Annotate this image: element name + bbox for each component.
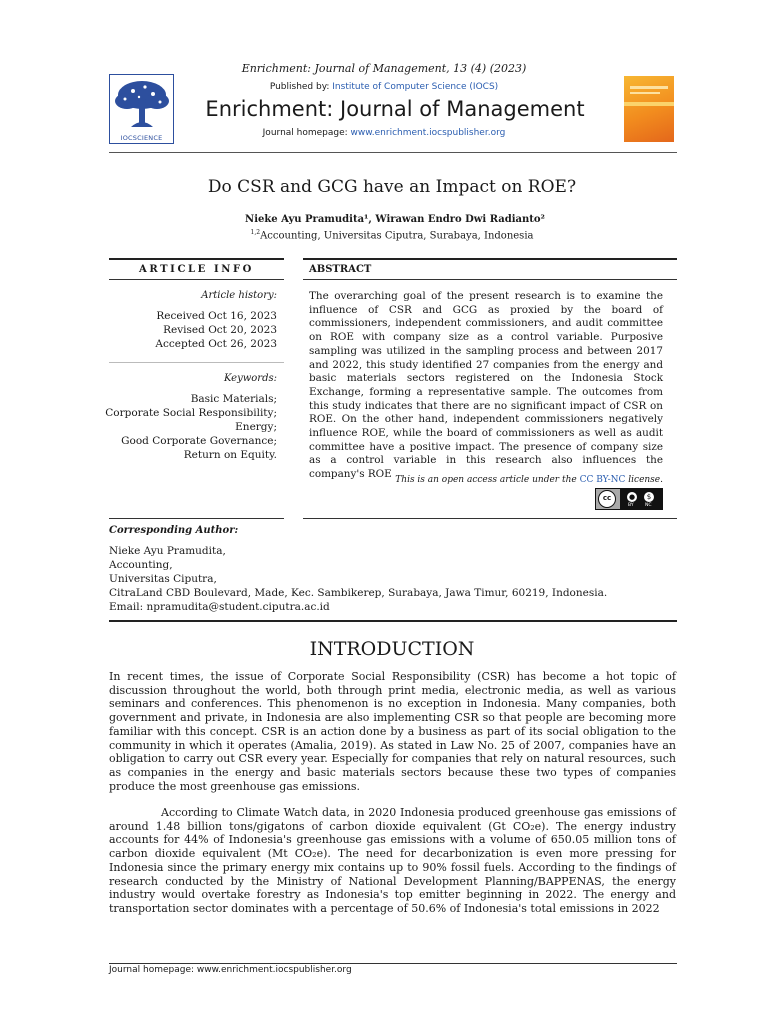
paper-title: Do CSR and GCG have an Impact on ROE? xyxy=(207,177,577,197)
abstract-text: The overarching goal of the present research is to examine the influence of CSR and GCG as proxied by the board of commissioners, independent commissioners, and audit committee on ROE with company size as a control variable. Purposive sampling was utilized in the sampling process and between 2017 and 2022, this study identified 27 companies from the energy and basic materials sectors registered on the Indonesia Stock Exchange, forming a representative sample. The outcomes from this study indicates that there are no significant impact of CSR on ROE. On the other hand, independent commissioners negatively influence ROE, while the board of commissioners as well as audit committee have a positive impact. The presence of company size as a control variable in this research also influences the company's ROE xyxy=(309,290,663,481)
published-by xyxy=(0,82,768,92)
corresponding-address: CitraLand CBD Boulevard, Made, Kec. Sambikerep, Surabaya, Jawa Timur, 60219, Indonesia. xyxy=(109,587,608,599)
corresponding-department: Accounting, xyxy=(109,559,173,571)
introduction-paragraph-1: In recent times, the issue of Corporate Social Responsibility (CSR) has become a hot topic of discussion throughout the world, both through print media, electronic media, as well as various seminars and conferences. This phenomenon is no exception in Indonesia. Many companies, both government and private, in Indonesia are also implementing CSR so that people are becoming more familiar with this concept. CSR is an action done by a business as part of its social obligation to the community in which it operates (Amalia, 2019). As stated in Law No. 25 of 2007, companies have an obligation to carry out CSR every year. Especially for companies that rely on natural resources, such as companies in the energy and basic materials sectors because these two types of companies produce the most greenhouse gas emissions. xyxy=(109,670,676,793)
history-revised: Revised Oct 20, 2023 xyxy=(163,324,277,336)
info-bottom-rule xyxy=(109,518,284,519)
affiliation-superscript: 1,2 xyxy=(250,229,261,236)
logo-caption: IOCSCIENCE xyxy=(120,134,163,142)
info-heading-rule xyxy=(109,279,284,280)
journal-citation: Enrichment: Journal of Management, 13 (4) (2023) xyxy=(241,62,527,75)
article-info-heading: ARTICLE INFO xyxy=(139,264,254,275)
info-top-rule xyxy=(109,258,284,260)
cc-nc-label: NC xyxy=(645,503,652,508)
corresponding-name: Nieke Ayu Pramudita, xyxy=(109,545,226,557)
corresponding-email[interactable]: Email: npramudita@student.ciputra.ac.id xyxy=(109,601,330,613)
introduction-heading: INTRODUCTION xyxy=(309,638,475,660)
license-link[interactable]: CC BY-NC xyxy=(579,475,626,485)
corresponding-author-label: Corresponding Author: xyxy=(109,525,239,536)
published-by-label: Published by: xyxy=(269,82,333,92)
affiliation xyxy=(0,229,768,241)
license-suffix: license. xyxy=(625,475,663,485)
corresponding-bottom-rule xyxy=(109,620,677,622)
abstract-bottom-rule xyxy=(303,518,677,519)
corresponding-university: Universitas Ciputra, xyxy=(109,573,217,585)
abstract-heading-rule xyxy=(303,279,677,280)
history-accepted: Accepted Oct 26, 2023 xyxy=(155,338,277,350)
keyword-item: Good Corporate Governance; xyxy=(121,435,277,447)
history-divider xyxy=(109,362,284,363)
attribution-icon: ● xyxy=(626,491,638,503)
homepage-label: Journal homepage: xyxy=(262,128,351,138)
homepage-line xyxy=(0,128,768,138)
noncommercial-icon: $ xyxy=(643,491,655,503)
cc-by-label: BY xyxy=(628,503,634,508)
license-line xyxy=(309,475,663,485)
keyword-item: Corporate Social Responsibility; xyxy=(105,407,277,419)
keyword-item: Basic Materials; xyxy=(190,393,277,405)
footer-homepage: Journal homepage: www.enrichment.iocspublisher.org xyxy=(109,965,352,975)
header-divider xyxy=(109,152,677,153)
history-received: Received Oct 16, 2023 xyxy=(156,310,277,322)
keywords-label: Keywords: xyxy=(223,373,277,384)
cc-license-badge[interactable] xyxy=(595,488,663,510)
history-label: Article history: xyxy=(201,290,277,301)
authors: Nieke Ayu Pramudita¹, Wirawan Endro Dwi Radianto² xyxy=(245,214,545,225)
affiliation-text: Accounting, Universitas Ciputra, Surabaya, Indonesia xyxy=(260,230,534,242)
keyword-item: Energy; xyxy=(235,421,277,433)
homepage-link[interactable]: www.enrichment.iocspublisher.org xyxy=(350,128,506,138)
publisher-link[interactable]: Institute of Computer Science (IOCS) xyxy=(332,82,499,92)
abstract-heading: ABSTRACT xyxy=(309,264,372,275)
footer-divider xyxy=(109,963,677,964)
abstract-top-rule xyxy=(303,258,677,260)
license-prefix: This is an open access article under the xyxy=(395,475,580,485)
cc-icon: cc xyxy=(598,490,616,508)
keyword-item: Return on Equity. xyxy=(183,449,277,461)
introduction-paragraph-2: According to Climate Watch data, in 2020 Indonesia produced greenhouse gas emissions of around 1.48 billion tons/gigatons of carbon dioxide equivalent (Gt CO₂e). The energy industry accounts for 44% of Indonesia's greenhouse gas emissions with a volume of 650.05 million tons of carbon dioxide equivalent (Mt CO₂e). The need for decarbonization is even more pressing for Indonesia since the primary energy mix contains up to 90% fossil fuels. According to the findings of research conducted by the Ministry of National Development Planning/BAPPENAS, the energy industry would overtake forestry as Indonesia's top emitter beginning in 2022. The energy and transportation sector dominates with a percentage of 50.6% of Indonesia's total emissions in 2022 xyxy=(109,806,676,915)
journal-title: Enrichment: Journal of Management xyxy=(205,97,585,121)
